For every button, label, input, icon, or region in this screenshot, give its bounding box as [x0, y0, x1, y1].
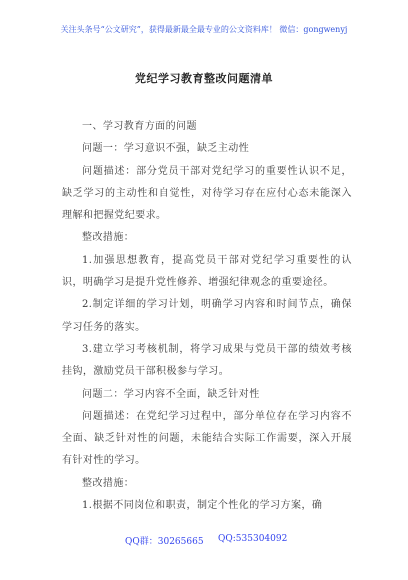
measure-item: 1.根据不同岗位和职责，制定个性化的学习方案，确 [82, 500, 323, 512]
measure-item: 1.加强思想教育，提高党员干部对党纪学习重要性的认识，明确学习是提升党性修养、增强纪律观念的重要途径。 [62, 254, 352, 289]
header-banner: 关注头条号“公文研究”，获得最新最全最专业的公文资料库！ 微信：gongwenyj [60, 25, 348, 34]
measure-item: 2.制定详细的学习计划，明确学习内容和时间节点，确保学习任务的落实。 [62, 299, 352, 333]
problem-description: 问题描述：在党纪学习过程中，部分单位存在学习内容不全面、缺乏针对性的问题，未能结合实际工作需要，深入开展有针对性的学习。 [62, 410, 352, 467]
qq-group-text: QQ群：30265665 [125, 537, 204, 547]
section-heading: 一、学习教育方面的问题 [82, 121, 197, 132]
measures-label: 整改措施： [82, 477, 135, 489]
measure-item: 3.建立学习考核机制，将学习成果与党员干部的绩效考核挂钩，激励党员干部积极参与学习。 [62, 343, 352, 378]
qq-contact-text: QQ:535304092 [218, 534, 288, 544]
problem-title: 问题二：学习内容不全面，缺乏针对性 [82, 388, 260, 400]
document-body [62, 116, 352, 517]
document-title: 党纪学习教育整改问题清单 [135, 72, 273, 85]
measures-label: 整改措施： [82, 232, 135, 244]
problem-title: 问题一：学习意识不强，缺乏主动性 [82, 143, 250, 155]
problem-description: 问题描述：部分党员干部对党纪学习的重要性认识不足，缺乏学习的主动性和自觉性，对待学习存在应付心态未能深入理解和把握党纪要求。 [62, 165, 352, 222]
